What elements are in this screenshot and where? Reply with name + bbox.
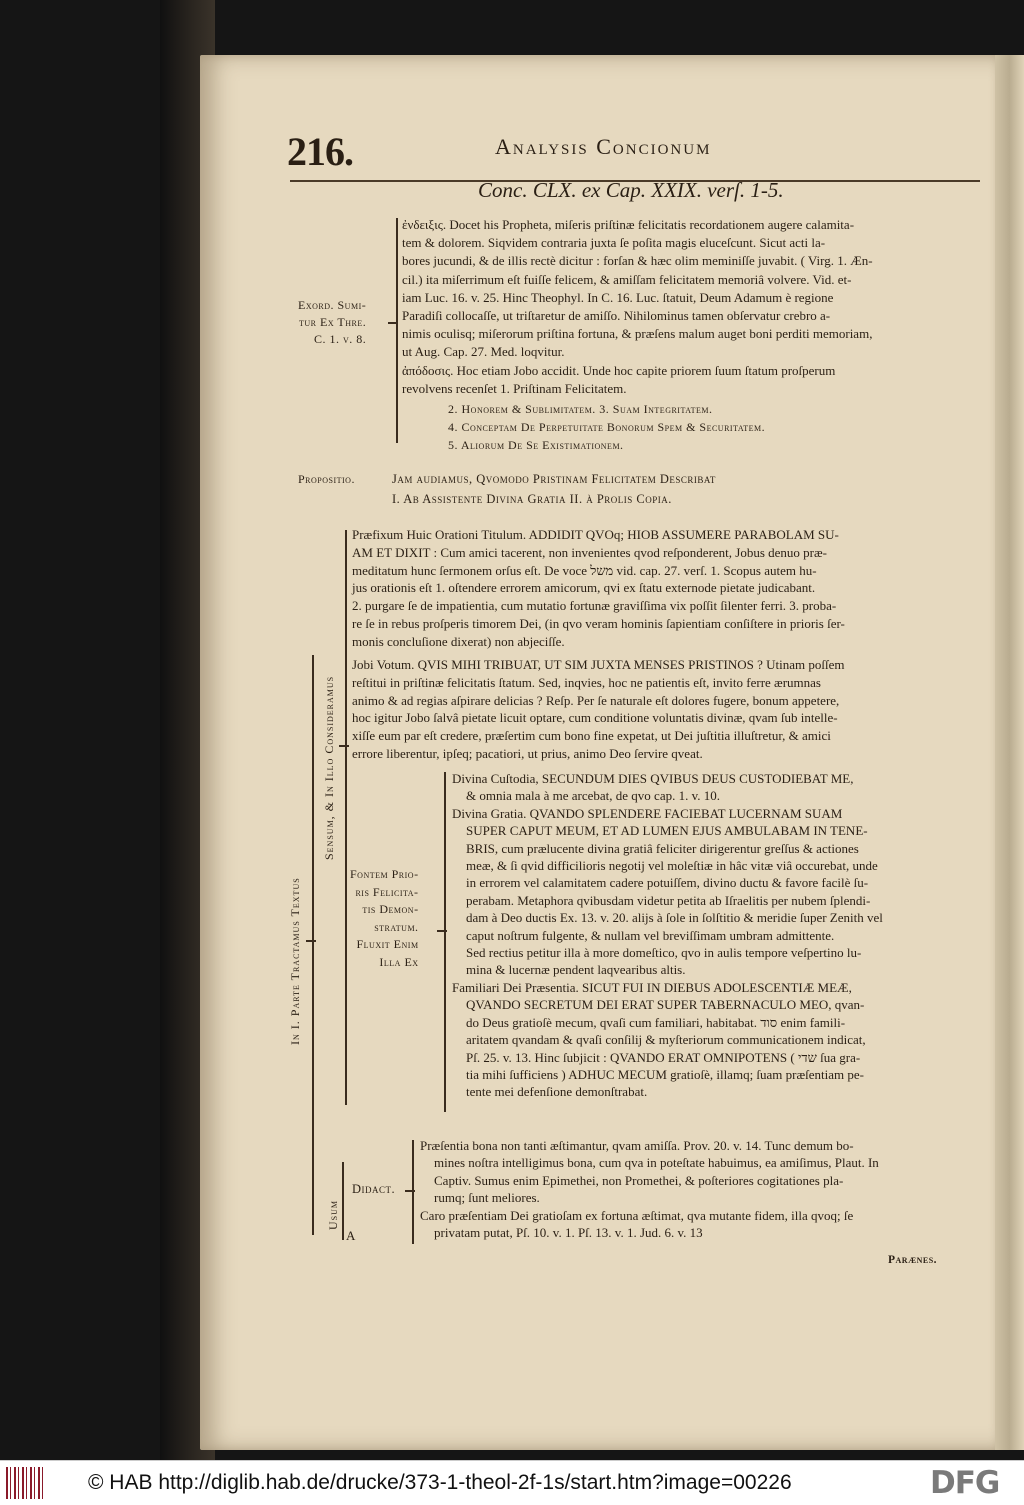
- main-brace: [312, 655, 314, 1235]
- catchword: Parænes.: [888, 1254, 938, 1266]
- fontem-label: [350, 866, 419, 971]
- fontem-label-line: Fluxit Enim: [356, 937, 419, 951]
- running-head: Analysis Concionum: [495, 134, 712, 159]
- text-line: errore liberentur, ipſeq; pacatiori, ut prius, animo Deo ſervire qveat.: [352, 745, 703, 761]
- text-line: monis concluſione dixerat) non abjeciſſe.: [352, 633, 565, 649]
- text-line: perabam. Metaphora qvibusdam videtur petita ab Iſraelitis per nubem ſplendi-: [466, 892, 871, 908]
- exord-text: [402, 216, 873, 398]
- text-line: nimis oculisq; miſerorum priſtina fortuna, & præſens malum auget boni perditi memoriam,: [402, 326, 873, 342]
- text-line: BRIS, cum prælucente divina gratiâ feliciter dirigerentur greſſus & actiones: [466, 840, 859, 856]
- fontem-label-line: tis Demon-: [362, 902, 419, 916]
- text-line: hoc igitur Jobo ſalvâ pietate licuit optare, cum conditione voluntatis divinæ, qvam ſub intelle-: [352, 710, 838, 726]
- sensum-brace: [345, 530, 347, 1105]
- usum-brace: [342, 1162, 344, 1240]
- text-line: Pſ. 25. v. 13. Hinc ſubjicit : QVANDO ERAT OMNIPOTENS ( שדי ſua gra-: [466, 1049, 861, 1065]
- text-line: meditatum hunc ſermonem orſus eſt. De voce משל vid. cap. 27. verſ. 1. Scopus autem hu-: [352, 562, 817, 578]
- propositio-label: Propositio.: [298, 472, 355, 486]
- exord-label-line: Exord. Sumi-: [298, 298, 367, 312]
- text-line: mines noſtra intelligimus bona, cum qva in poteſtate habuimus, ea amiſimus, Plaut. In: [434, 1155, 879, 1171]
- text-line: tem & dolorem. Siqvidem contraria juxta ſe poſita magis eluceſcunt. Sicut acti la-: [402, 235, 826, 251]
- didact-brace: [412, 1140, 414, 1244]
- text-line: revolvens recenſet 1. Priſtinam Felicitatem.: [402, 380, 627, 396]
- exord-label: [298, 297, 366, 348]
- praefixum-text: [352, 526, 845, 651]
- text-line: Caro præſentiam Dei gratioſam ex fortuna æſtimat, qva mutante fidem, illa qvoq; ſe: [420, 1207, 854, 1223]
- text-line: Sed rectius petitur illa à more domeſtico, qvo in aulis tempore veſpertino lu-: [466, 945, 862, 961]
- text-line: xiſſe eum par eſt credere, præſertim cum bono fine expetat, ut Dei juſtitia illuſtretur, & amici: [352, 728, 831, 744]
- hab-barcode-icon: [6, 1467, 46, 1499]
- text-line: bores jucundi, & de illis rectè dicitur : forſan & hæc olim meminiſſe juvabit. ( Virg. 1. Æn-: [402, 253, 873, 269]
- page-edge: [995, 55, 1024, 1450]
- text-line: caput noſtrum fulgente, & nullam vel breviſſimam umbram admittente.: [466, 927, 835, 943]
- text-line: ἀπόδοσις. Hoc etiam Jobo accidit. Unde hoc capite priorem ſuum ſtatum proſperum: [402, 362, 836, 378]
- text-line: tente mei defenſione demonſtrabat.: [466, 1084, 648, 1100]
- text-line: re ſe in rebus proſperis timorem Dei, (in qvo veram hominis ſapientiam conſiſtere in prioris ſer-: [352, 615, 845, 631]
- exord-brace-point: [388, 322, 398, 324]
- text-line: Divina Gratia. QVANDO SPLENDERE FACIEBAT LUCERNAM SUAM: [452, 805, 843, 821]
- sensum-brace-point: [339, 745, 349, 747]
- page-number: 216.: [287, 129, 353, 174]
- list-item: 2. Honorem & Sublimitatem. 3. Suam Integritatem.: [448, 402, 713, 416]
- fontem-brace: [444, 772, 446, 1112]
- propositio-line-1: Jam audiamus, Qvomodo Priſtinam Felicitatem Deſcribat: [392, 472, 716, 486]
- fontem-label-line: stratum.: [374, 919, 419, 934]
- list-item: 5. Aliorum De Se Exiſtimationem.: [448, 438, 624, 452]
- text-line: rumq; ſunt meliores.: [434, 1190, 540, 1206]
- usum-text: [420, 1137, 879, 1241]
- didact-label: Didact.: [352, 1182, 396, 1196]
- text-line: meæ, & ſi qvid difficilioris negotij vel moleſtiæ in hâc vitæ viâ occurebat, unde: [466, 858, 878, 874]
- votum-text: [352, 656, 845, 763]
- text-line: Familiari Dei Præsentia. SICUT FUI IN DIEBUS ADOLESCENTIÆ MEÆ,: [452, 979, 852, 995]
- text-line: cil.) ita miſerrimum eſt fuiſſe felicem, & amiſſam felicitatem memoriâ volvere. Vid. et-: [402, 271, 852, 287]
- text-line: reſtitui in priſtinæ felicitatis ſtatum. Sed, inqvies, hoc ne patientis eſt, invito ferre ærumnas: [352, 674, 821, 690]
- footer-bar: [0, 1460, 1024, 1505]
- a-label: A: [346, 1228, 356, 1243]
- exord-list: [448, 400, 765, 454]
- source-link[interactable]: © HAB http://diglib.hab.de/drucke/373-1-theol-2f-1s/start.htm?image=00226: [88, 1471, 792, 1494]
- propositio-line-2: I. Ab Aſſiſtente Divina Gratia II. à Prolis Copia.: [392, 492, 672, 506]
- dfg-logo: DFG: [930, 1465, 1000, 1501]
- list-item: 4. Conceptam De Perpetuitate Bonorum Spem & Securitatem.: [448, 420, 766, 434]
- text-line: ἐνδειξις. Docet his Propheta, miſeris priſtinæ felicitatis recordationem augere calamita-: [402, 217, 855, 232]
- text-line: Jobi Votum. QVIS MIHI TRIBUAT, UT SIM JUXTA MENSES PRISTINOS ? Utinam poſſem: [352, 657, 845, 672]
- text-line: SUPER CAPUT MEUM, ET AD LUMEN EJUS AMBULABAM IN TENE-: [466, 823, 868, 839]
- text-line: iam Luc. 16. v. 25. Hinc Theophyl. In C. 16. Luc. ſtatuit, Deum Adamum è regione: [402, 289, 834, 305]
- text-line: do Deus gratioſè mecum, qvaſi cum familiari, habitabat. סוד enim famili-: [466, 1014, 846, 1030]
- text-line: ut Aug. Cap. 27. Med. loqvitur.: [402, 344, 565, 360]
- exord-label-line: tur Ex Thre.: [299, 315, 367, 329]
- text-line: Præfixum Huic Orationi Titulum. ADDIDIT QVOq; HIOB ASSUMERE PARABOLAM SU-: [352, 527, 839, 542]
- text-line: dam à Deo ductis Ex. 13. v. 20. alijs à ſole in ſolſtitio & meridie ſuper Zenith vel: [466, 910, 883, 926]
- text-line: animo & ad regias aſpirare delicias ? Reſp. Per ſe naturale eſt dolores fugere, bonum appetere,: [352, 692, 840, 708]
- fontem-text: [452, 770, 883, 1101]
- text-line: AM ET DIXIT : Cum amici tacerent, non invenientes qvod reſponderent, Jobus denuo præ-: [352, 544, 828, 560]
- vertical-label-usum: Uſum: [326, 1199, 340, 1230]
- text-line: & omnia mala à me arcebat, de qvo cap. 1. v. 10.: [466, 788, 721, 804]
- text-line: jus orationis eſt 1. oſtendere errorem amicorum, qvi ex ſtatu externode pietate judicabant.: [352, 580, 816, 596]
- fontem-label-line: Fontem Prio-: [350, 867, 419, 881]
- didact-brace-point: [405, 1190, 415, 1192]
- text-line: Captiv. Sumus enim Epimethei, non Promethei, & poſteriores cogitationes pla-: [434, 1172, 844, 1188]
- exord-label-line: C. 1. v. 8.: [313, 332, 367, 346]
- text-line: tia mihi ſufficiens ) ADHUC MECUM gratioſè, illamq; ſuam præſentiam pe-: [466, 1066, 865, 1082]
- text-line: Paradiſi collocaſſe, ut triſtaretur de amiſſo. Nihilominus tamen obſervatur crebro a-: [402, 308, 831, 324]
- fontem-label-line: Illa Ex: [379, 954, 419, 969]
- vertical-label-sensum: Senſum, & In Illo Conſideramus: [322, 675, 336, 860]
- exord-brace: [396, 218, 398, 443]
- fontem-label-line: ris Felicita-: [355, 884, 419, 899]
- main-brace-point: [306, 940, 316, 942]
- text-line: QVANDO SECRETUM DEI ERAT SUPER TABERNACULO MEO, qvan-: [466, 997, 865, 1013]
- vertical-label-main: In I. Parte Tractamus Textus: [288, 877, 302, 1045]
- text-line: Divina Cuſtodia, SECUNDUM DIES QVIBUS DEUS CUSTODIEBAT ME,: [452, 771, 854, 786]
- text-line: in errorem vel calamitatem cadere potuiſſem, divino ductu & favore facilè ſu-: [466, 875, 869, 891]
- text-line: privatam putat, Pſ. 10. v. 1. Pſ. 13. v. 1. Jud. 6. v. 13: [434, 1225, 703, 1241]
- text-line: aritatem qvandam & qvaſi conſilij & myſteriorum communicationem indicat,: [466, 1032, 866, 1048]
- fontem-brace-point: [437, 930, 447, 932]
- conc-title: Conc. CLX. ex Cap. XXIX. verſ. 1-5.: [478, 178, 784, 202]
- text-line: mina & lucernæ pendent laqvearibus altis.: [466, 962, 686, 978]
- text-line: Præſentia bona non tanti æſtimantur, qvam amiſſa. Prov. 20. v. 14. Tunc demum bo-: [420, 1138, 854, 1153]
- text-line: 2. purgare ſe de impatientia, cum mutatio fortunæ graviſſima vix poſſit ſilenter ferri. 3. proba-: [352, 598, 837, 614]
